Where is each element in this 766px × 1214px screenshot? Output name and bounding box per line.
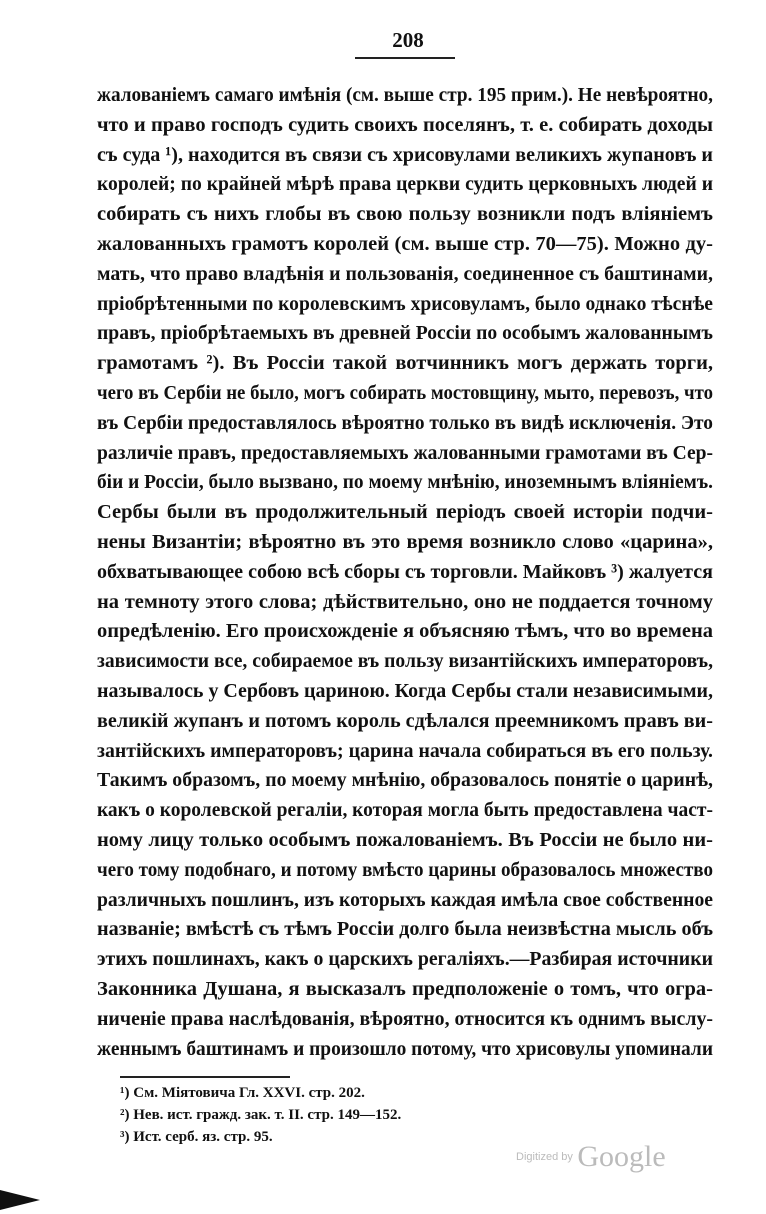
text-line-content: Сербы были въ продолжительный періодъ своей исторіи подчи- [97, 501, 713, 524]
text-line [97, 558, 713, 588]
text-line-content: собирать съ нихъ глобы въ свою пользу возникли подъ вліяніемъ [97, 203, 713, 226]
text-line [97, 81, 713, 111]
text-line-content: правъ, пріобрѣтаемыхъ въ древней Россіи по особымъ жалованнымъ [97, 322, 713, 345]
text-line [97, 617, 713, 647]
text-line [97, 975, 713, 1005]
text-line [97, 915, 713, 945]
text-line-content: ному лицу только особымъ пожалованіемъ. Въ Россіи не было ни- [97, 828, 713, 851]
scan-edge-mark [0, 1190, 40, 1210]
text-line [97, 796, 713, 826]
text-line-content: грамотамъ ²). Въ Россіи такой вотчинникъ могъ держать торги, [97, 352, 713, 375]
text-line-content: что и право господъ судить своихъ поселянъ, т. е. собирать доходы [97, 113, 713, 136]
text-line-content: ниченіе права наслѣдованія, вѣроятно, относится къ однимъ выслу- [97, 1007, 713, 1030]
text-line [97, 737, 713, 767]
footnotes [120, 1082, 401, 1148]
text-line [97, 230, 713, 260]
text-line [97, 856, 713, 886]
text-line-content: пріобрѣтенными по королевскимъ хрисовуламъ, было однако тѣснѣе [97, 292, 713, 315]
text-line-content: чего тому подобнаго, и потому вмѣсто царины образовалось множество [97, 858, 713, 881]
google-logo: Google [577, 1140, 666, 1173]
footnote-3: ³) Ист. серб. яз. стр. 95. [120, 1129, 273, 1145]
text-line [97, 945, 713, 975]
text-line-content: чего въ Сербіи не было, могъ собирать мостовщину, мыто, перевозъ, что [97, 381, 713, 404]
text-line-content: біи и Россіи, было вызвано, по моему мнѣнію, иноземнымъ вліяніемъ. [97, 471, 713, 494]
page-number: 208 [392, 28, 424, 52]
text-line [97, 260, 713, 290]
text-line [97, 588, 713, 618]
text-line-content: королей; по крайней мѣрѣ права церкви судить церковныхъ людей и [97, 173, 713, 196]
watermark-prefix: Digitized by [516, 1151, 573, 1163]
page-number-rule [355, 57, 455, 59]
text-line [97, 766, 713, 796]
text-line-content: мать, что право владѣнія и пользованія, соединенное съ баштинами, [97, 262, 713, 285]
text-line [97, 290, 713, 320]
text-line-content: называлось у Сербовъ цариною. Когда Сербы стали независимыми, [97, 679, 713, 702]
text-line-content: опредѣленію. Его происхожденіе я объясняю тѣмъ, что во времена [97, 620, 713, 643]
text-line [97, 677, 713, 707]
text-line-content: различіе правъ, предоставляемыхъ жалованными грамотами въ Сер- [97, 441, 713, 464]
text-line-content: жалованныхъ грамотъ королей (см. выше стр. 70—75). Можно ду- [97, 232, 713, 255]
text-line [97, 439, 713, 469]
text-line-content: съ суда ¹), находится въ связи съ хрисовулами великихъ жупановъ и [97, 143, 713, 166]
text-line [97, 319, 713, 349]
text-line [97, 886, 713, 916]
text-line-content: на темноту этого слова; дѣйствительно, оно не поддается точному [97, 590, 713, 613]
text-line-content: какъ о королевской регаліи, которая могла быть предоставлена част- [97, 799, 713, 822]
text-line-content: зависимости все, собираемое въ пользу византійскихъ императоровъ, [97, 650, 713, 673]
footnote-divider [120, 1076, 290, 1078]
text-line-content: обхватывающее собою всѣ сборы съ торговли. Майковъ ³) жалуется [97, 560, 713, 583]
text-line [97, 826, 713, 856]
digitized-watermark [516, 1140, 666, 1174]
text-line [97, 111, 713, 141]
text-line-content: женнымъ баштинамъ и произошло потому, что хрисовулы упоминали [97, 1037, 713, 1060]
text-line [97, 1035, 713, 1065]
text-line-content: Такимъ образомъ, по моему мнѣнію, образовалось понятіе о царинѣ, [97, 769, 713, 792]
text-line-content: нены Византіи; вѣроятно въ это время возникло слово «царина», [97, 530, 713, 553]
text-line-content: Законника Душана, я высказалъ предположеніе о томъ, что огра- [97, 977, 713, 1000]
text-line-content: въ Сербіи предоставлялось вѣроятно только въ видѣ исключенія. Это [97, 411, 713, 434]
text-line [97, 528, 713, 558]
text-line [97, 707, 713, 737]
footnote-2: ²) Нев. ист. гражд. зак. т. II. стр. 149—152. [120, 1107, 402, 1123]
body-text [97, 81, 713, 1064]
text-line-content: жалованіемъ самаго имѣнія (см. выше стр. 195 прим.). Не невѣроятно, [97, 84, 713, 106]
text-line [97, 1005, 713, 1035]
text-line-content: этихъ пошлинахъ, какъ о царскихъ регаліяхъ.—Разбирая источники [97, 948, 713, 971]
text-line [97, 498, 713, 528]
text-line [97, 349, 713, 379]
footnote-1: ¹) См. Міятовича Гл. XXVI. стр. 202. [120, 1085, 365, 1101]
text-line-content: великій жупанъ и потомъ король сдѣлался преемникомъ правъ ви- [97, 709, 713, 732]
text-line [97, 141, 713, 171]
text-line-content: названіе; вмѣстѣ съ тѣмъ Россіи долго была неизвѣстна мысль объ [97, 918, 713, 941]
text-line-content: различныхъ пошлинъ, изъ которыхъ каждая имѣла свое собственное [97, 888, 713, 911]
text-line [97, 170, 713, 200]
text-line [97, 468, 713, 498]
text-line [97, 379, 713, 409]
text-line [97, 409, 713, 439]
text-line [97, 200, 713, 230]
text-line [97, 647, 713, 677]
text-line-content: зантійскихъ императоровъ; царина начала собираться въ его пользу. [97, 739, 713, 762]
